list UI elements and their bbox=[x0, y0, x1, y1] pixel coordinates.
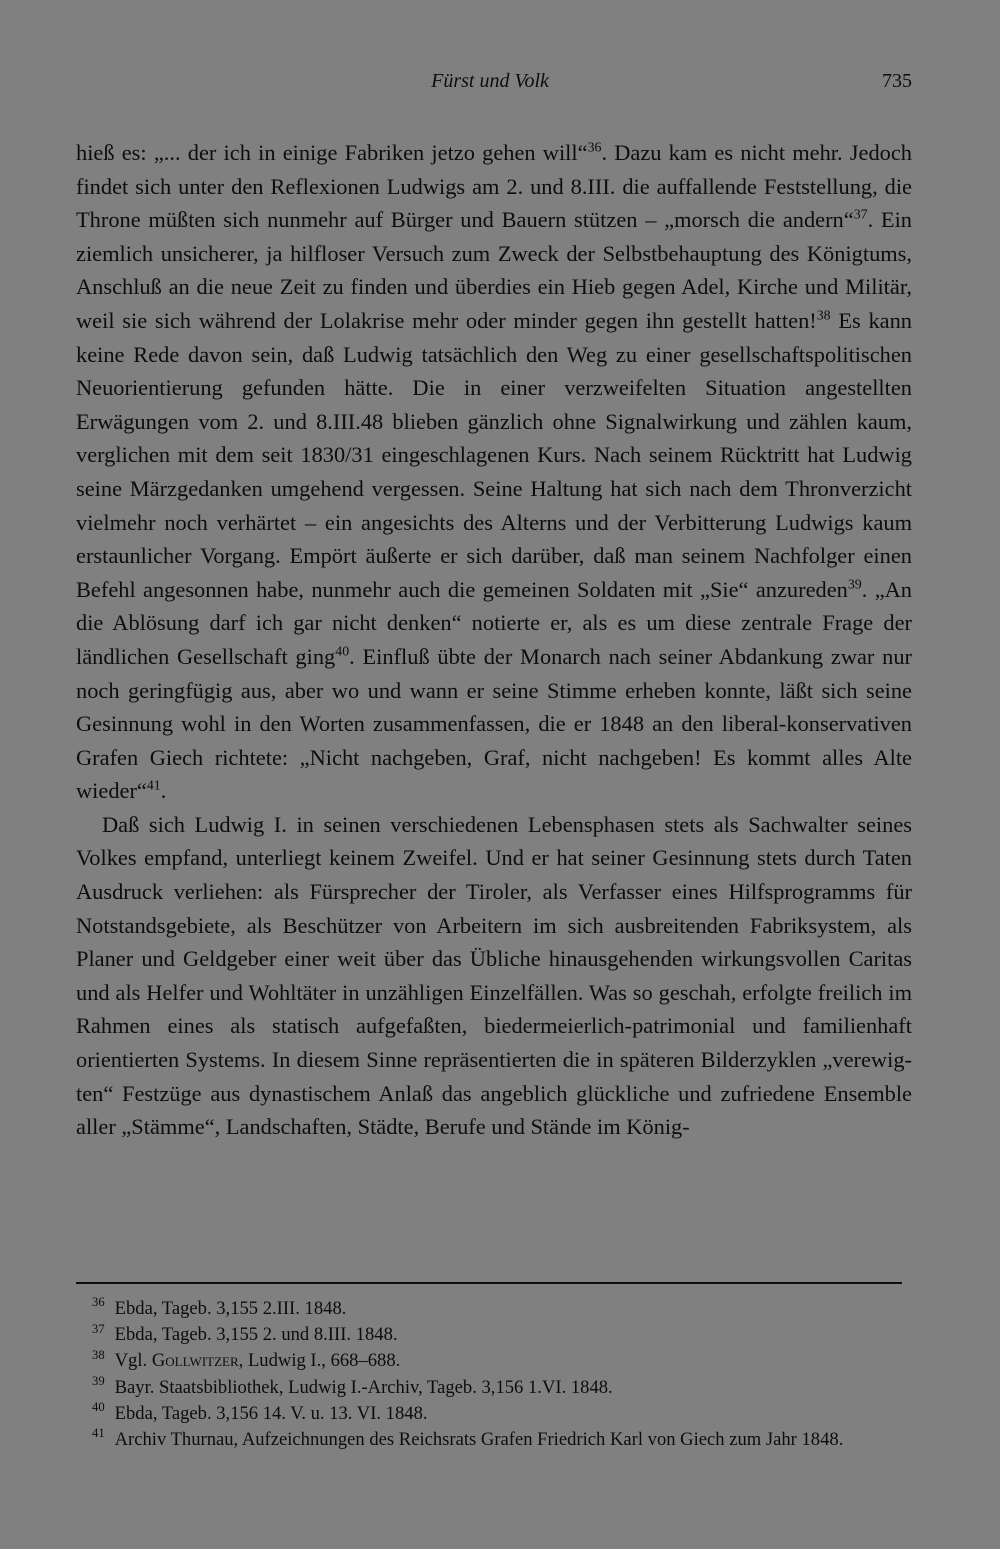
author-name: Gollwitzer bbox=[151, 1350, 239, 1372]
text-run: Vgl. bbox=[114, 1350, 152, 1372]
footnote bbox=[72, 1322, 908, 1348]
footnote bbox=[72, 1401, 908, 1427]
text-run: hieß es: „... der ich in einige Fabriken jetzo gehen will“ bbox=[76, 140, 588, 165]
footnote-number: 37 bbox=[92, 1321, 105, 1336]
footnote-ref: 41 bbox=[146, 778, 161, 794]
footnote-number: 41 bbox=[92, 1426, 105, 1441]
footnote-ref: 38 bbox=[816, 308, 831, 324]
body-text bbox=[76, 136, 912, 1144]
text-run: . Einfluß übte der Monarch nach seiner Abdankung zwar nur noch geringfügig aus, aber wo und wann er seine Stimme erheben konnte, läßt sich seine Gesinnung wohl in den Worten zusammenfassen, die er 1848 an den liberal-konservativen Grafen Giech richtete: „Nicht nachgeben, Graf, nicht nachgeben! Es kommt alles Alte wieder“ bbox=[76, 643, 912, 804]
footnote-number: 40 bbox=[92, 1400, 105, 1415]
footnote-ref: 40 bbox=[335, 644, 350, 660]
paragraph bbox=[76, 808, 912, 1144]
footnote bbox=[72, 1427, 908, 1453]
footnotes bbox=[72, 1296, 908, 1453]
footnote bbox=[72, 1375, 908, 1401]
footnote-number: 38 bbox=[92, 1347, 105, 1362]
page-header bbox=[0, 70, 1000, 100]
text-run: , Ludwig I., 668–688. bbox=[238, 1350, 401, 1372]
text-run: Ebda, Tageb. 3,155 2.III. 1848. bbox=[114, 1298, 347, 1319]
page-number: 735 bbox=[882, 70, 912, 92]
text-run: Daß sich Ludwig I. in seinen verschiedenen Lebensphasen stets als Sachwalter seines Volkes empfand, unterliegt keinem Zweifel. Und er hat seiner Gesinnung stets durch Taten Ausdruck verliehen: als Fürsprecher der Tiroler, als Verfasser eines Hilfsprogramms für Notstandsgebiete, als Beschützer von Arbeitern im sich ausbreitenden Fabriksystem, als Planer und Geldgeber einer weit über das Übliche hinausgehenden wirkungsvollen Caritas und als Helfer und Wohltäter in unzähligen Einzelfällen. Was so geschah, erfolgte freilich im Rahmen eines als statisch aufgefaßten, biedermeierlich-patrimonial und familienhaft orientierten Systems. In diesem Sinne repräsentierten die in späteren Bilderzyklen „verewigten“ Festzüge aus dynastischem Anlaß das angeblich glückliche und zufriedene Ensemble aller „Stämme“, Landschaften, Städte, Berufe und Stände im König- bbox=[76, 811, 912, 1140]
paragraph bbox=[76, 136, 912, 808]
footnote-ref: 39 bbox=[847, 577, 862, 593]
footnote-number: 36 bbox=[92, 1295, 105, 1310]
text-run: Ebda, Tageb. 3,156 14. V. u. 13. VI. 1848. bbox=[114, 1402, 428, 1424]
text-run: . bbox=[160, 778, 167, 804]
text-run: . Dazu kam es nicht mehr. Jedoch findet sich unter den Reflexionen Ludwigs am 2. und 8.III. die auffallende Feststellung, die Throne müßten sich nunmehr auf Bürger und Bauern stützen – „morsch die andern“ bbox=[76, 140, 912, 233]
text-run: Bayr. Staatsbibliothek, Ludwig I.-Archiv, Tageb. 3,156 1.VI. 1848. bbox=[114, 1376, 613, 1398]
footnote bbox=[72, 1296, 908, 1322]
text-run: Ebda, Tageb. 3,155 2. und 8.III. 1848. bbox=[114, 1324, 398, 1346]
text-run: . „An die Ablösung darf ich gar nicht denken“ notierte er, als es um diese zentrale Frage der ländlichen Gesellschaft ging bbox=[76, 576, 913, 669]
running-head: Fürst und Volk bbox=[431, 70, 549, 92]
text-run: . Ein ziemlich unsicherer, ja hilfloser Versuch zum Zweck der Selbstbehauptung des Königtums, Anschluß an die neue Zeit zu finden und überdies ein Hieb gegen Adel, Kirche und Militär, weil sie sich während der Lolakrise mehr oder minder gegen ihn gestellt hatten! bbox=[76, 207, 912, 333]
footnote-rule bbox=[76, 1282, 902, 1284]
text-run: Es kann keine Rede davon sein, daß Ludwig tatsächlich den Weg zu einer gesellschaftspolitischen Neuorientierung gefunden hätte. Die in einer verzweifelten Situation angestellten Erwägungen vom 2. und 8.III.48 blieben gänzlich ohne Signalwirkung und zählen kaum, verglichen mit dem seit 1830/31 eingeschlagenen Kurs. Nach seinem Rücktritt hat Ludwig seine Märzgedanken umgehend vergessen. Seine Haltung hat sich nach dem Thronverzicht vielmehr noch verhärtet – ein angesichts des Alterns und der Verbitterung Ludwigs kaum erstaunlicher Vorgang. Empört äußerte er sich darüber, daß man seinem Nachfolger einen Befehl angesonnen habe, nunmehr auch die gemeinen Soldaten mit „Sie“ anzureden bbox=[76, 307, 912, 602]
footnote bbox=[72, 1348, 908, 1374]
footnote-number: 39 bbox=[92, 1374, 105, 1389]
footnote-ref: 37 bbox=[853, 207, 868, 223]
footnote-ref: 36 bbox=[587, 140, 602, 156]
text-run: Archiv Thurnau, Aufzeichnungen des Reichsrats Grafen Friedrich Karl von Giech zum Jahr 1848. bbox=[114, 1429, 844, 1451]
